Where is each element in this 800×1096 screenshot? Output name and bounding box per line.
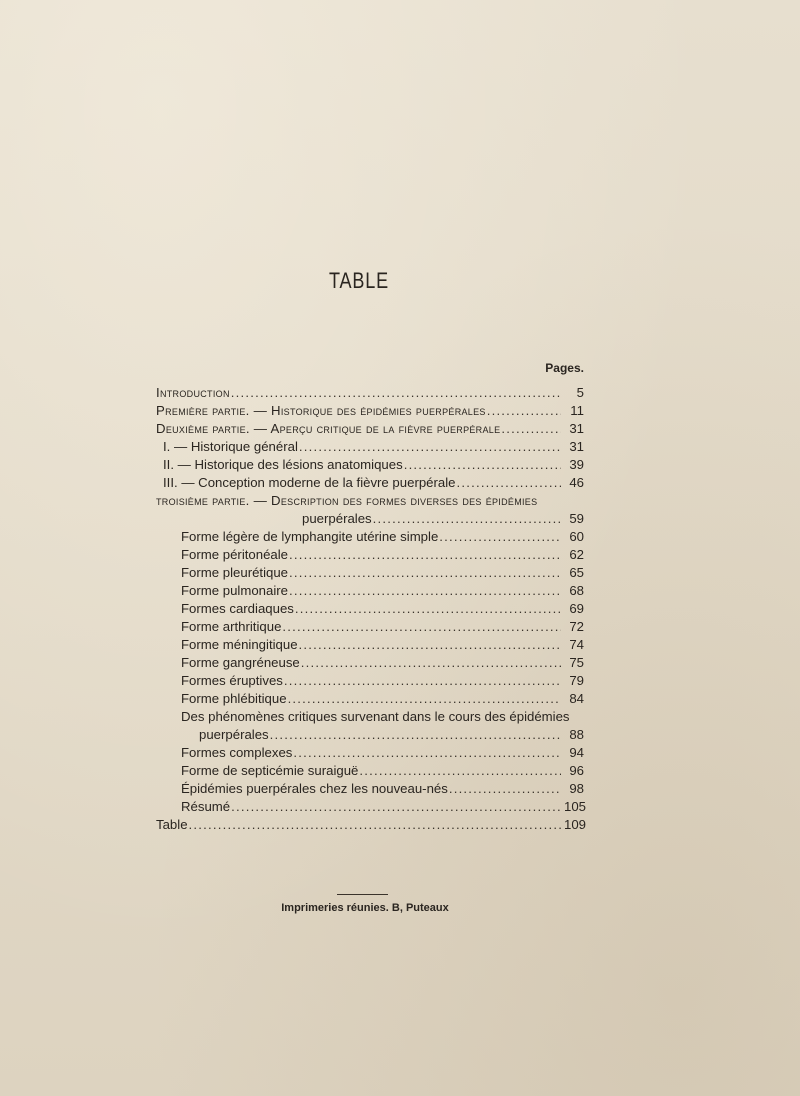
dot-leader bbox=[289, 581, 561, 601]
toc-entry-label: Des phénomènes critiques survenant dans le cours des épidémies bbox=[181, 709, 570, 724]
toc-entry-page: 31 bbox=[569, 439, 584, 454]
toc-entry[interactable] bbox=[181, 671, 584, 691]
dot-leader bbox=[295, 599, 561, 619]
toc-entry-page: 75 bbox=[569, 655, 584, 670]
toc-entry-page: 59 bbox=[569, 511, 584, 526]
toc-entry[interactable] bbox=[181, 581, 584, 601]
divider-rule bbox=[337, 894, 388, 895]
toc-entry[interactable] bbox=[163, 473, 584, 493]
dot-leader bbox=[449, 779, 561, 799]
toc-entry[interactable] bbox=[181, 545, 584, 565]
toc-entry-page: 68 bbox=[569, 583, 584, 598]
dot-leader bbox=[282, 617, 561, 637]
toc-entry-page: 69 bbox=[569, 601, 584, 616]
toc-entry-page: 5 bbox=[576, 385, 584, 400]
toc-entry[interactable] bbox=[181, 653, 584, 673]
dot-leader bbox=[359, 761, 561, 781]
page-title: TABLE bbox=[329, 268, 389, 293]
toc-entry-page: 72 bbox=[569, 619, 584, 634]
toc-entry[interactable] bbox=[156, 401, 584, 421]
toc-entry-label: Forme péritonéale bbox=[181, 547, 289, 562]
toc-entry-page: 88 bbox=[569, 727, 584, 742]
toc-entry-page: 60 bbox=[569, 529, 584, 544]
toc-entry[interactable] bbox=[302, 509, 584, 529]
pages-column-header: Pages. bbox=[545, 361, 584, 375]
dot-leader bbox=[189, 815, 561, 835]
toc-entry-page: 39 bbox=[569, 457, 584, 472]
toc-entry-label-continued: puerpérales bbox=[302, 511, 372, 526]
toc-entry[interactable] bbox=[156, 419, 584, 439]
toc-entry[interactable] bbox=[163, 437, 584, 457]
toc-entry-label: Formes éruptives bbox=[181, 673, 283, 688]
toc-entry-page: 96 bbox=[569, 763, 584, 778]
toc-entry[interactable] bbox=[181, 689, 584, 709]
toc-entry-label bbox=[156, 419, 500, 439]
toc-entry-page: 94 bbox=[569, 745, 584, 760]
dot-leader bbox=[373, 509, 561, 529]
toc-entry-label: Résumé bbox=[181, 799, 231, 814]
toc-entry-page: 31 bbox=[569, 421, 584, 436]
dot-leader bbox=[293, 743, 561, 763]
toc-entry[interactable] bbox=[181, 635, 584, 655]
toc-entry-page: 98 bbox=[569, 781, 584, 796]
toc-entry-label: troisième partie. — Description des formes diverses des épidémies bbox=[156, 493, 538, 508]
toc-entry[interactable] bbox=[181, 527, 584, 547]
toc-entry[interactable] bbox=[181, 617, 584, 637]
dot-leader bbox=[270, 725, 561, 745]
toc-entry[interactable] bbox=[181, 563, 584, 583]
dot-leader bbox=[289, 563, 561, 583]
toc-entry[interactable] bbox=[156, 815, 587, 835]
toc-entry-label: Introduction bbox=[156, 385, 230, 400]
toc-entry-label: Forme pleurétique bbox=[181, 565, 289, 580]
toc-entry[interactable] bbox=[156, 383, 584, 403]
toc-entry-label: Formes cardiaques bbox=[181, 601, 294, 616]
toc-entry-page: 109 bbox=[564, 817, 587, 832]
dot-leader bbox=[231, 383, 561, 403]
dot-leader bbox=[487, 401, 561, 421]
toc-entry-label-text: Première partie. — Historique des épidémies puerpérales bbox=[156, 403, 486, 418]
toc-entry-page: 79 bbox=[569, 673, 584, 688]
toc-entry-label: Forme gangréneuse bbox=[181, 655, 300, 670]
dot-leader bbox=[284, 671, 561, 691]
toc-entry-page: 65 bbox=[569, 565, 584, 580]
toc-entry-label: Forme phlébitique bbox=[181, 691, 287, 706]
dot-leader bbox=[404, 455, 561, 475]
toc-entry-label-continued: puerpérales bbox=[199, 727, 269, 742]
dot-leader bbox=[439, 527, 561, 547]
dot-leader bbox=[231, 797, 561, 817]
toc-entry-page: 84 bbox=[569, 691, 584, 706]
toc-entry-page: 74 bbox=[569, 637, 584, 652]
toc-entry-label: Forme légère de lymphangite utérine simple bbox=[181, 529, 439, 544]
toc-entry-page: 46 bbox=[569, 475, 584, 490]
toc-entry-label-text: Deuxième partie. — Aperçu critique de la fièvre puerpérale bbox=[156, 421, 501, 436]
dot-leader bbox=[299, 635, 561, 655]
toc-entry[interactable] bbox=[181, 599, 584, 619]
toc-entry[interactable] bbox=[181, 761, 584, 781]
toc-entry-label: Forme de septicémie suraiguë bbox=[181, 763, 359, 778]
dot-leader bbox=[288, 689, 561, 709]
toc-entry-label: II. — Historique des lésions anatomiques bbox=[163, 457, 403, 472]
toc-entry-label bbox=[156, 401, 486, 421]
dot-leader bbox=[457, 473, 562, 493]
dot-leader bbox=[301, 653, 561, 673]
toc-entry[interactable] bbox=[163, 455, 584, 475]
toc-entry-label: III. — Conception moderne de la fièvre puerpérale bbox=[163, 475, 456, 490]
toc-entry-label: Formes complexes bbox=[181, 745, 293, 760]
toc-entry[interactable] bbox=[181, 779, 584, 799]
toc-entry[interactable] bbox=[199, 725, 584, 745]
dot-leader bbox=[289, 545, 561, 565]
dot-leader bbox=[501, 419, 561, 439]
toc-entry-label: Épidémies puerpérales chez les nouveau-nés bbox=[181, 781, 448, 796]
toc-entry-label: I. — Historique général bbox=[163, 439, 298, 454]
dot-leader bbox=[299, 437, 561, 457]
toc-entry-label: Forme arthritique bbox=[181, 619, 282, 634]
toc-entry-page: 62 bbox=[569, 547, 584, 562]
toc-entry[interactable] bbox=[181, 797, 587, 817]
toc-entry-page: 11 bbox=[570, 403, 584, 418]
toc-entry[interactable] bbox=[181, 743, 584, 763]
toc-entry-label: Forme pulmonaire bbox=[181, 583, 289, 598]
toc-entry-page: 105 bbox=[564, 799, 587, 814]
toc-entry-label: Forme méningitique bbox=[181, 637, 298, 652]
toc-entry-label: Table bbox=[156, 817, 188, 832]
printer-imprint: Imprimeries réunies. B, Puteaux bbox=[281, 902, 449, 914]
